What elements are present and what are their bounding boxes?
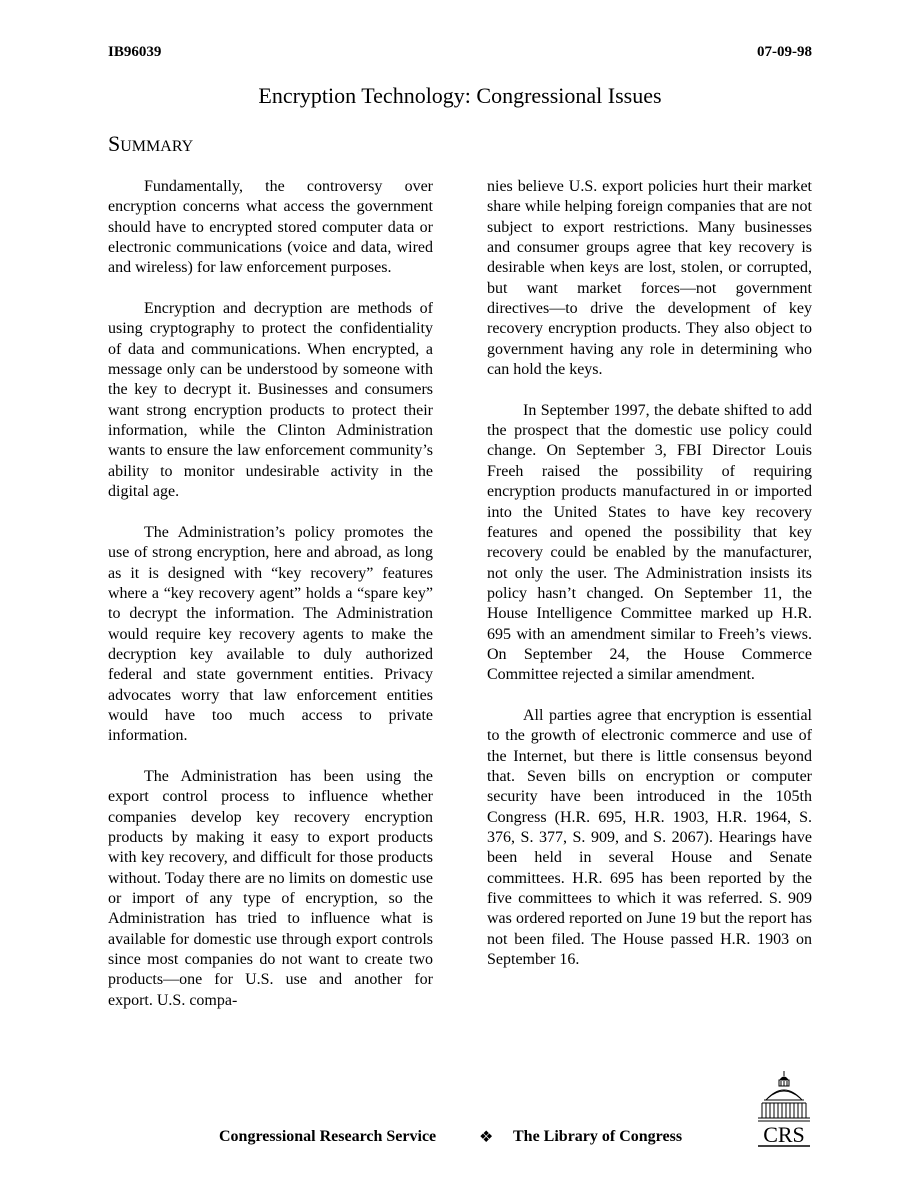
diamond-separator-icon: ❖ bbox=[479, 1129, 494, 1146]
footer-library: The Library of Congress bbox=[513, 1128, 683, 1145]
paragraph: The Administration has been using the export control process to influence whether companies develop key recovery encryption products by making it easy to export products with key recovery, and difficult for those products without. Today there are no limits on domestic use or import of any type of encryption, so the Administration has tried to influence what is available for domestic use through export controls since most companies do not want to create two products—one for U.S. use and another for export. U.S. compa- bbox=[108, 767, 433, 1009]
paragraph: Fundamentally, the controversy over encryption concerns what access the government should have to encrypted stored computer data or electronic communications (voice and data, wired and wireless) for law enforcement purposes. bbox=[108, 178, 433, 277]
document-id: IB96039 bbox=[108, 44, 162, 60]
page-title: Encryption Technology: Congressional Issues bbox=[258, 83, 662, 108]
right-column bbox=[487, 177, 812, 991]
left-column bbox=[108, 177, 433, 1031]
paragraph: In September 1997, the debate shifted to add the prospect that the domestic use policy could change. On September 3, FBI Director Louis Freeh raised the possibility of requiring encryption products manufactured in or imported into the United States to have key recovery features and opened the possibility that key recovery could be enabled by the manufacturer, not only the user. The Administration insists its policy hasn’t changed. On September 11, the House Intelligence Committee marked up H.R. 695 with an amendment similar to Freeh’s views. On September 24, the House Commerce Committee rejected a similar amendment. bbox=[487, 401, 812, 684]
footer-organization: Congressional Research Service bbox=[219, 1128, 437, 1145]
paragraph: All parties agree that encryption is essential to the growth of electronic commerce and use of the Internet, but there is little consensus beyond that. Seven bills on encryption or computer security have been introduced in the 105th Congress (H.R. 695, H.R. 1903, H.R. 1964, S. 376, S. 377, S. 909, and S. 2067). Hearings have been held in several House and Senate committees. H.R. 695 has been reported by the five committees to which it was referred. S. 909 was ordered reported on June 19 but the report has not been filed. The House passed H.R. 1903 on September 16. bbox=[487, 706, 812, 969]
paragraph: Encryption and decryption are methods of using cryptography to protect the confidentiality of data and communications. When encrypted, a message only can be understood by someone with the key to decrypt it. Businesses and consumers want strong encryption products to protect their information, while the Clinton Administration wants to ensure the law enforcement community’s ability to monitor undesirable activity in the digital age. bbox=[108, 300, 433, 501]
paragraph-continued: nies believe U.S. export policies hurt their market share while helping foreign companies that are not subject to export restrictions. Many businesses and consumer groups agree that key recovery is desirable when keys are lost, stolen, or corrupted, but want market forces—not government directives—to drive the development of key recovery encryption products. They also object to government having any role in determining who can hold the keys. bbox=[487, 178, 812, 379]
crs-capitol-logo bbox=[754, 1070, 814, 1150]
document-date: 07-09-98 bbox=[757, 44, 812, 60]
section-heading-rest: UMMARY bbox=[120, 138, 194, 155]
paragraph: The Administration’s policy promotes the use of strong encryption, here and abroad, as long as it is designed with “key recovery” features where a “key recovery agent” holds a “spare key” to decrypt the information. The Administration would require key recovery agents to make the decryption key available to duly authorized federal and state government entities. Privacy advocates worry that law enforcement entities would have too much access to private information. bbox=[108, 523, 433, 745]
section-heading bbox=[108, 131, 193, 157]
section-heading-initial: S bbox=[108, 131, 121, 156]
crs-logo-text: CRS bbox=[763, 1122, 805, 1147]
